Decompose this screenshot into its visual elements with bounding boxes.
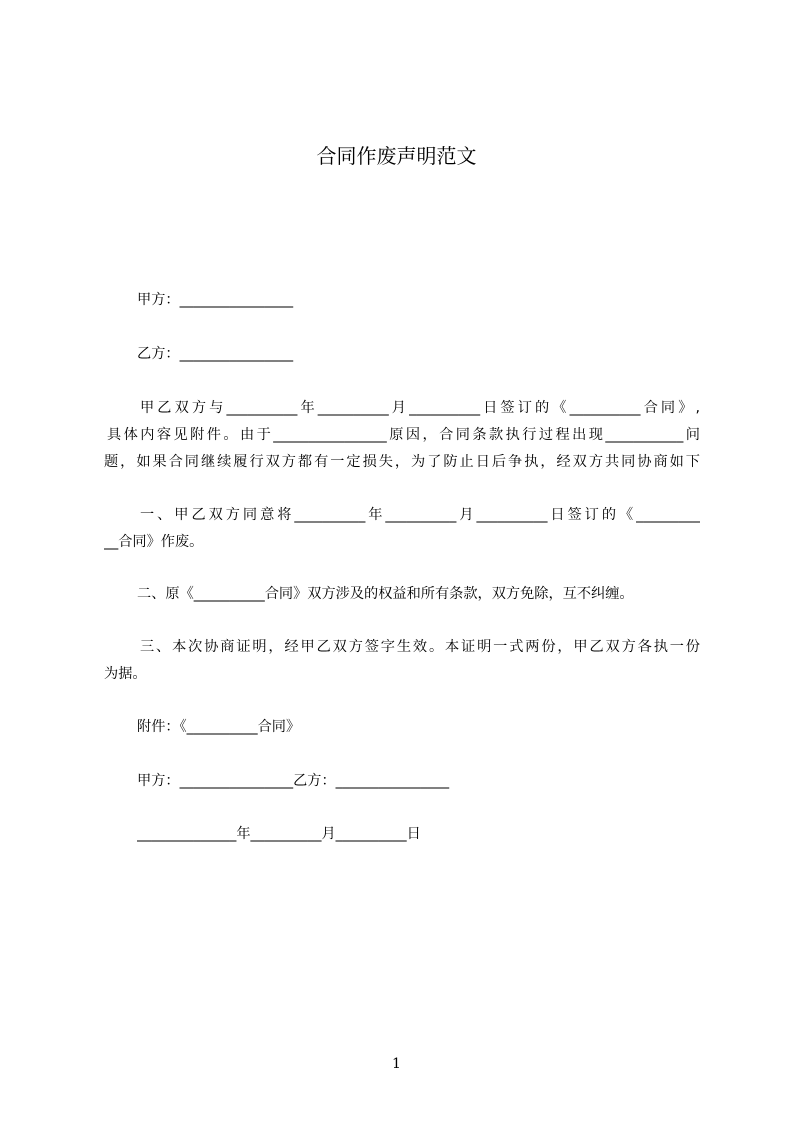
party-b-line: 乙方：________________: [137, 346, 294, 362]
intro-line-2: 具体内容见附件。由于________________原因，合同条款执行过程出现___________问: [107, 427, 700, 443]
clause-1-line-2: __合同》作废。: [104, 534, 204, 550]
signature-line: 甲方：________________乙方：________________: [137, 773, 450, 789]
clause-3-line-1: 三、本次协商证明，经甲乙双方签字生效。本证明一式两份，甲乙双方各执一份: [140, 639, 700, 655]
attachment-line: 附件：《__________合同》: [137, 719, 301, 735]
document-title: 合同作废声明范文: [316, 144, 477, 168]
clause-3-line-2: 为据。: [104, 666, 147, 682]
clause-2: 二、原《__________合同》双方涉及的权益和所有条款，双方免除，互不纠缠。: [137, 586, 634, 602]
date-line: ______________年__________月__________日: [137, 826, 421, 842]
intro-line-3: 题，如果合同继续履行双方都有一定损失，为了防止日后争执，经双方共同协商如下: [104, 454, 700, 470]
page-number: 1: [392, 1056, 401, 1072]
intro-line-1: 甲乙双方与__________年__________月__________日签订的《__________合同》,: [140, 400, 700, 416]
clause-1-line-1: 一、甲乙双方同意将__________年__________月__________日签订的《_________: [140, 507, 700, 523]
party-a-line: 甲方：________________: [137, 292, 294, 308]
